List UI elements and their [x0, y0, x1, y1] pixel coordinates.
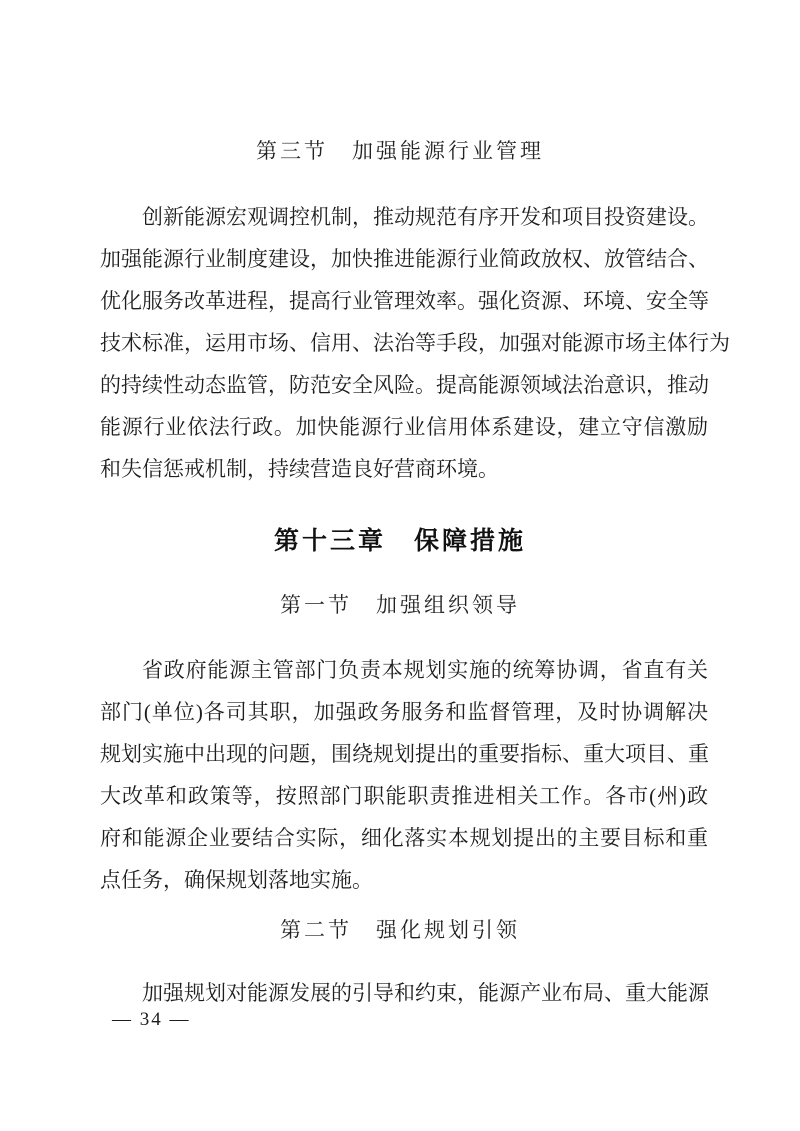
chapter-13-heading: 第十三章 保障措施	[273, 527, 526, 555]
text-line: 的持续性动态监管，防范安全风险。提高能源领域法治意识，推动	[100, 373, 709, 397]
text-line: 部门(单位)各司其职，加强政务服务和监督管理，及时协调解决	[100, 700, 708, 724]
text-line: 规划实施中出现的问题，围绕规划提出的重要指标、重大项目、重	[100, 742, 709, 766]
text-line: 优化服务改革进程，提高行业管理效率。强化资源、环境、安全等	[100, 289, 709, 313]
text-line: 和失信惩戒机制，持续营造良好营商环境。	[100, 457, 499, 481]
paragraph-1	[100, 196, 730, 490]
text-line: 技术标准，运用市场、信用、法治等手段，加强对能源市场主体行为	[100, 331, 730, 355]
text-line: 府和能源企业要结合实际，细化落实本规划提出的主要目标和重	[100, 826, 708, 850]
text-line: 点任务，确保规划落地实施。	[100, 868, 373, 892]
text-line: 能源行业依法行政。加快能源行业信用体系建设，建立守信激励	[100, 415, 708, 439]
text-line: 加强规划对能源发展的引导和约束，能源产业布局、重大能源	[142, 981, 709, 1005]
paragraph-3	[100, 972, 708, 1014]
text-line: 省政府能源主管部门负责本规划实施的统筹协调，省直有关	[142, 658, 708, 682]
section-1-heading: 第一节 加强组织领导	[280, 593, 520, 617]
page-number: — 34 —	[112, 1009, 191, 1030]
paragraph-2	[100, 649, 708, 901]
text-line: 加强能源行业制度建设，加快推进能源行业简政放权、放管结合、	[100, 247, 709, 271]
text-line: 创新能源宏观调控机制，推动规范有序开发和项目投资建设。	[142, 205, 709, 229]
section-3-heading: 第三节 加强能源行业管理	[256, 139, 544, 163]
section-2-heading: 第二节 强化规划引领	[280, 918, 520, 942]
text-line: 大改革和政策等，按照部门职能职责推进相关工作。各市(州)政	[100, 784, 708, 808]
